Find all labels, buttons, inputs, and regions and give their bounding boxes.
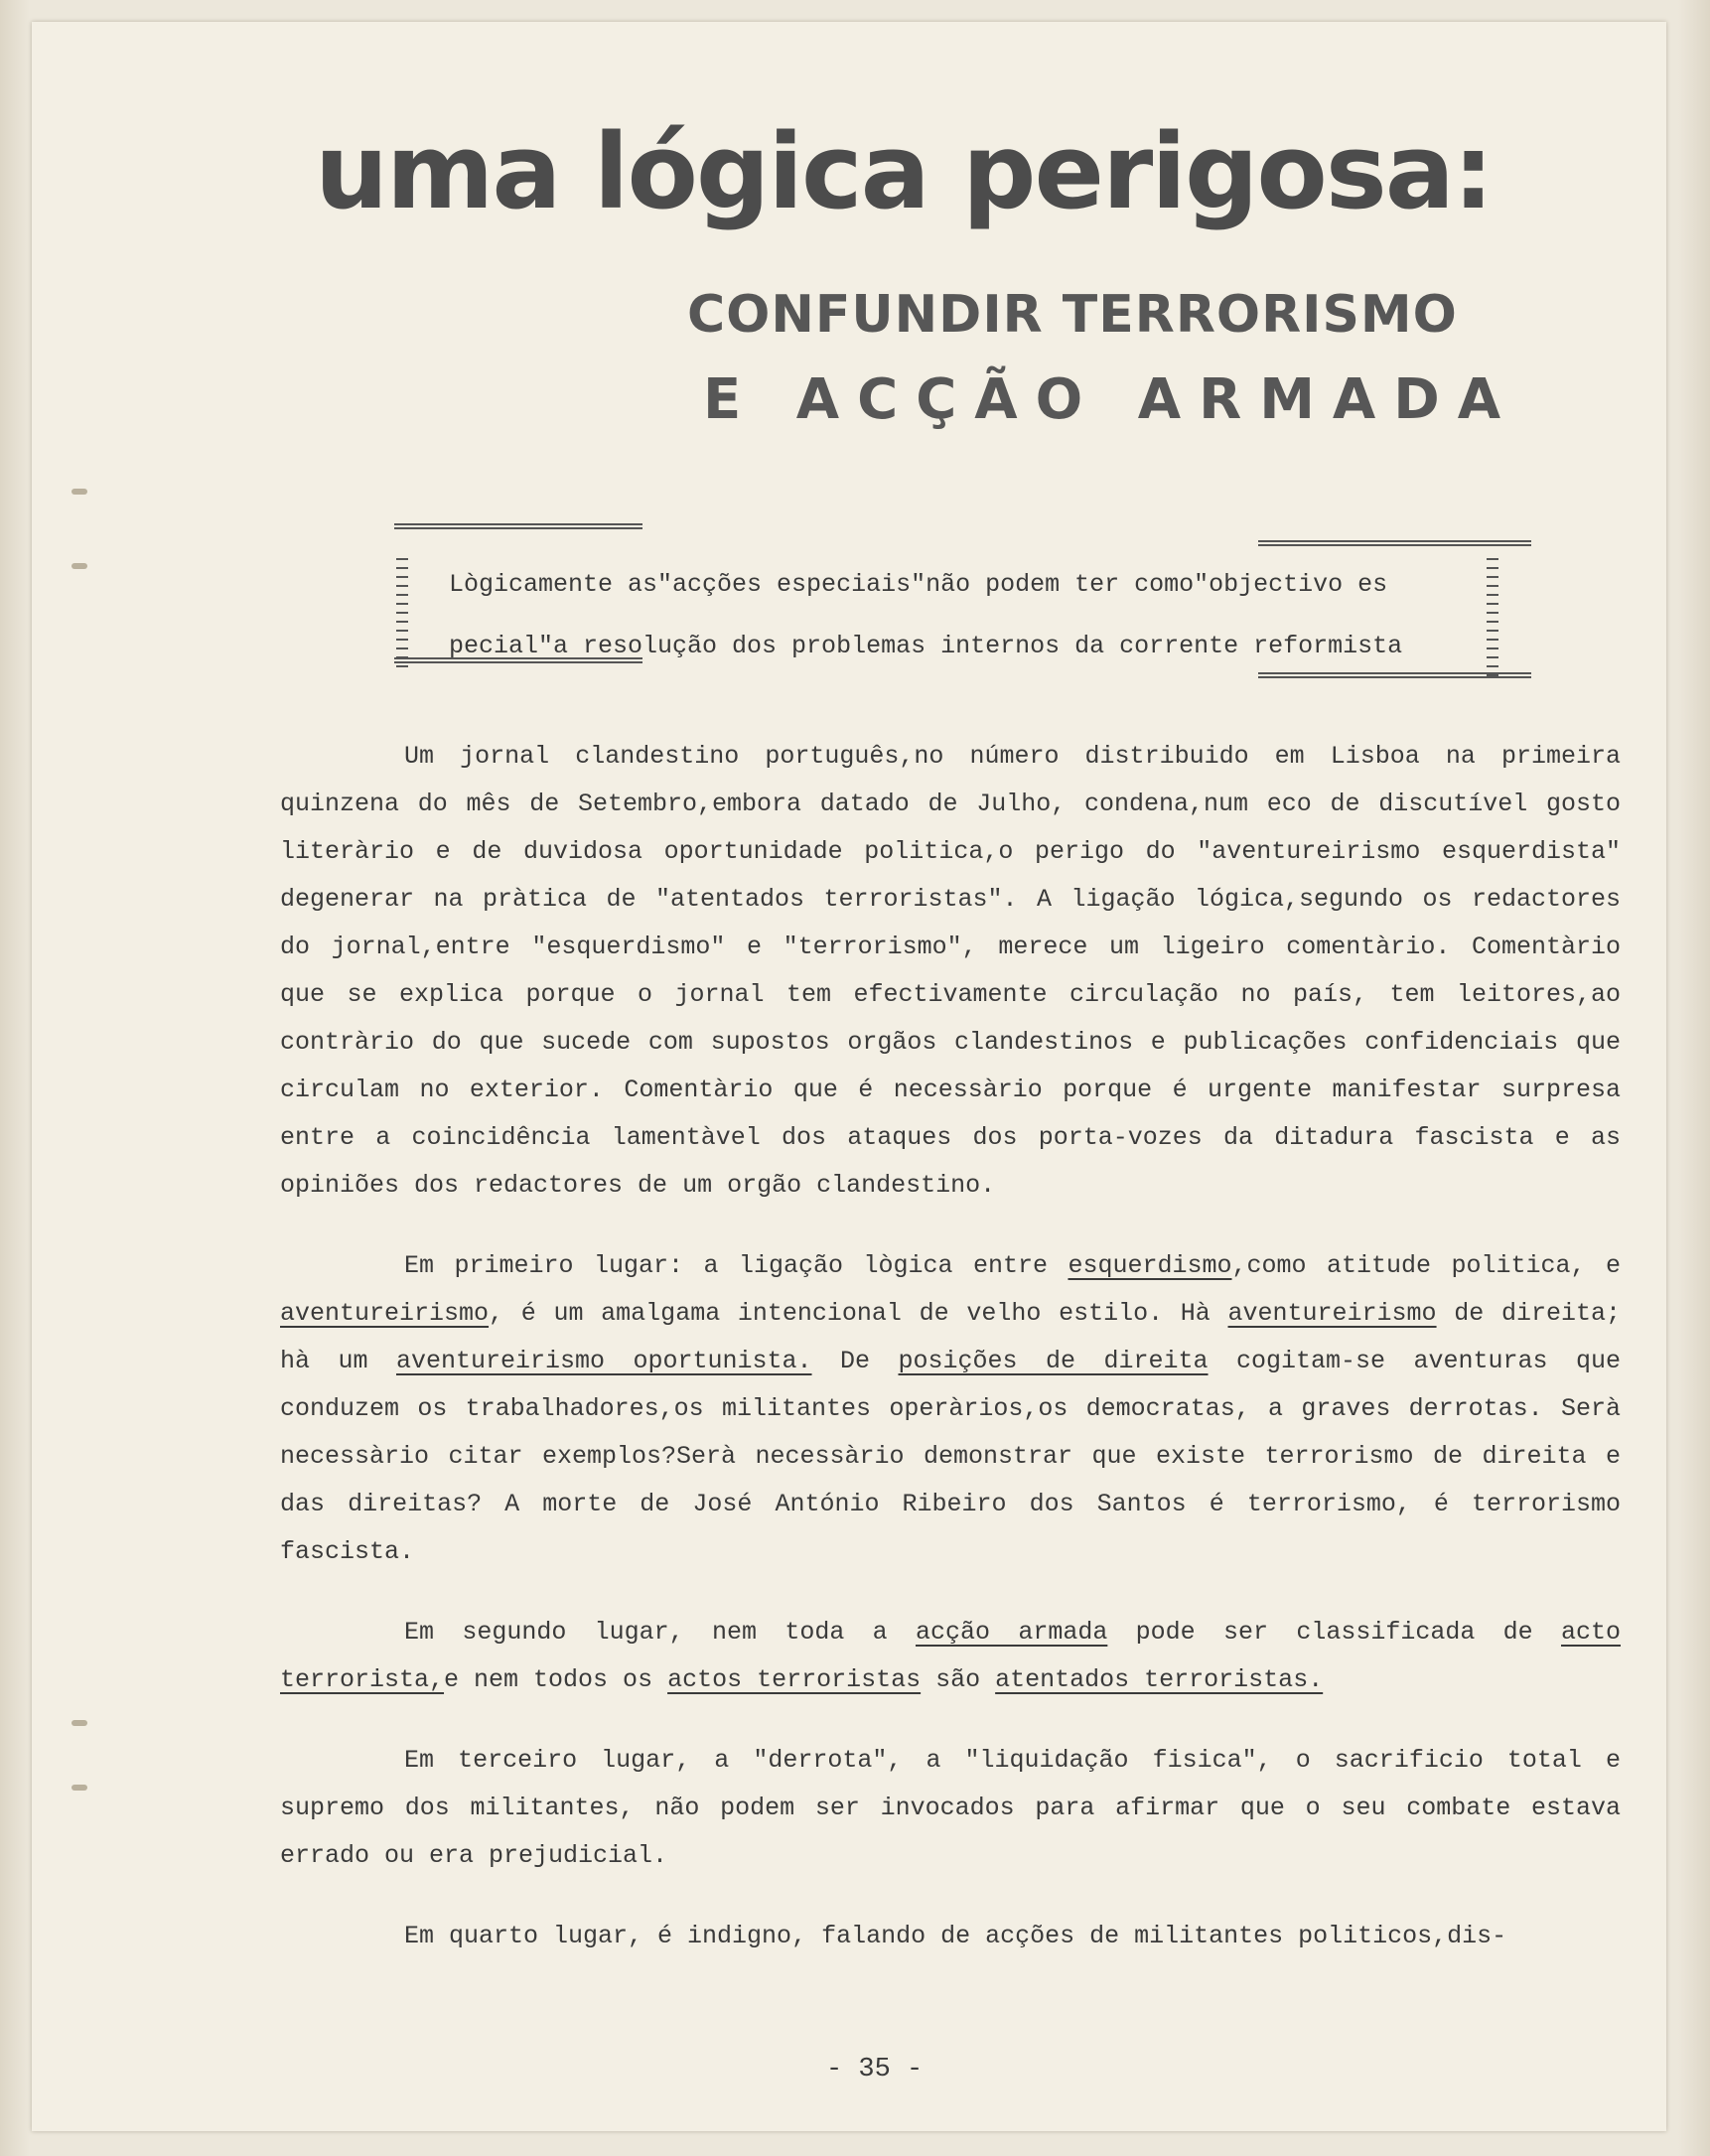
subtitle-line-2: E ACÇÃO ARMADA	[703, 367, 1519, 432]
text-run: cogitam-se aventuras que conduzem os trabalhadores,os militantes operàrios,os democratas, a graves derrotas. Serà necessàrio citar exemplos?Serà necessàrio demonstrar que existe terrorismo de direita e das direitas? A morte de José António Ribeiro dos Santos é terrorismo, é terrorismo fascista.	[280, 1347, 1622, 1566]
underlined-text: aventureirismo	[1227, 1299, 1437, 1328]
box-side-right	[1487, 558, 1498, 682]
punch-mark	[71, 1720, 87, 1726]
paragraph-3	[280, 1609, 1621, 1704]
underlined-text: aventureirismo	[280, 1299, 490, 1328]
box-rule-top-right	[1258, 540, 1531, 546]
text-run: , é um amalgama intencional de velho estilo. Hà	[489, 1299, 1228, 1328]
box-side-left	[396, 558, 408, 672]
paper-sheet	[32, 22, 1666, 2131]
page-number: - 35 -	[826, 2055, 924, 2084]
underlined-text: aventureirismo oportunista.	[395, 1347, 812, 1375]
underlined-text: acto terrorista,	[280, 1618, 1622, 1694]
text-run: De	[811, 1347, 899, 1375]
subtitle-line-1: CONFUNDIR TERRORISMO	[687, 285, 1458, 345]
page-title: uma lógica perigosa:	[315, 111, 1493, 232]
underlined-text: atentados terroristas.	[995, 1665, 1324, 1694]
text-run: pode ser classificada de	[1107, 1618, 1561, 1647]
punch-mark	[71, 563, 87, 569]
paragraph-4: Em terceiro lugar, a "derrota", a "liquidação fisica", o sacrificio total e supremo dos militantes, não podem ser invocados para afirmar que o seu combate estava errado ou era prejudicial.	[280, 1746, 1621, 1870]
text-run: e nem todos os	[444, 1665, 668, 1694]
text-run: são	[921, 1665, 996, 1694]
punch-mark	[71, 489, 87, 495]
text-run: Em segundo lugar, nem toda a	[404, 1618, 916, 1647]
text-run: Em primeiro lugar: a ligação lògica entre	[404, 1251, 1069, 1280]
article-body	[280, 733, 1621, 1993]
text-run: ,como atitude politica, e	[1231, 1251, 1622, 1280]
quote-line-2: pecial"a resolução dos problemas internos da corrente reformista	[449, 632, 1403, 660]
text-run: de direita; hà um	[280, 1299, 1622, 1375]
quote-line-1: Lògicamente as"acções especiais"não podem ter como"objectivo es	[449, 570, 1388, 599]
paragraph-2	[280, 1242, 1621, 1576]
underlined-text: actos terroristas	[667, 1665, 922, 1694]
box-rule-top-left	[394, 523, 642, 529]
paragraph-1: Um jornal clandestino português,no número distribuido em Lisboa na primeira quinzena do mês de Setembro,embora datado de Julho, condena,num eco de discutível gosto literàrio e de duvidosa oportunidade politica,o perigo do "aventureirismo esquerdista" degenerar na pràtica de "atentados terroristas". A ligação lógica,segundo os redactores do jornal,entre "esquerdismo" e "terrorismo", merece um ligeiro comentàrio. Comentàrio que se explica porque o jornal tem efectivamente circulação no país, tem leitores,ao contràrio do que sucede com supostos orgãos clandestinos e publicações confidenciais que circulam no exterior. Comentàrio que é necessàrio porque é urgente manifestar surpresa entre a coincidência lamentàvel dos ataques dos porta-vozes da ditadura fascista e as opiniões dos redactores de um orgão clandestino.	[280, 742, 1621, 1200]
underlined-text: acção armada	[915, 1618, 1108, 1647]
underlined-text: esquerdismo	[1068, 1251, 1232, 1280]
underlined-text: posições de direita	[898, 1347, 1209, 1375]
punch-mark	[71, 1785, 87, 1791]
paragraph-5: Em quarto lugar, é indigno, falando de acções de militantes politicos,dis-	[404, 1922, 1507, 1950]
